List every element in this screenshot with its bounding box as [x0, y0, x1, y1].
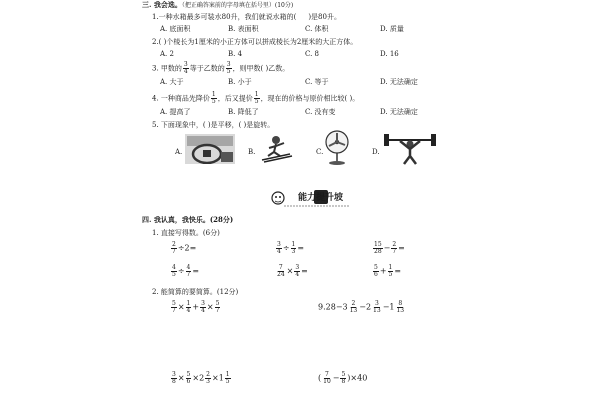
calc5-end: =	[301, 266, 308, 276]
calc6-fraction-b	[388, 265, 394, 278]
calc3-fraction-b	[391, 242, 397, 255]
calc6-op: +	[379, 266, 387, 276]
calc5-op: ×	[286, 266, 294, 276]
e4-minus: −	[332, 373, 340, 383]
calc2-fraction-a	[276, 242, 282, 255]
e1-f2-num: 1	[186, 300, 191, 307]
calc5-fraction-b	[294, 265, 300, 278]
q2-option-a[interactable]: A. 2	[160, 50, 174, 58]
e1-f3-den: 4	[201, 307, 205, 314]
e1-f1	[171, 301, 177, 314]
q4-f2-num: 1	[254, 91, 259, 98]
q3-option-a[interactable]: A. 大于	[160, 78, 184, 86]
calc1-den: 7	[172, 248, 176, 255]
e1-f3-num: 3	[201, 300, 205, 307]
e3-f4-num: 1	[225, 371, 230, 378]
e4-open-paren: (	[318, 373, 322, 383]
q3-post: ，则甲数( )乙数。	[232, 64, 290, 73]
e4-f2	[340, 372, 346, 385]
e2-part2: −2	[359, 302, 372, 312]
q2-option-c[interactable]: C. 8	[305, 50, 320, 58]
q4-f2-den: 5	[254, 98, 259, 105]
calc-item-2	[275, 242, 304, 255]
section3-header	[142, 0, 293, 10]
q3-option-c[interactable]: C. 等于	[305, 78, 329, 86]
calc3-end: =	[398, 243, 405, 253]
simplify-expr-1: $\frac{5}{7}$ × $\frac{1}{4}$ + $\frac{3}{4}$ × $\frac{5}{7}$	[172, 300, 220, 314]
q5-text: 5. 下面现象中，( )是平移，( )是旋转。	[152, 121, 275, 129]
q4-option-d[interactable]: D. 无法确定	[380, 108, 418, 116]
q2-option-b[interactable]: B. 4	[228, 50, 243, 58]
calc5-b-num: 3	[295, 264, 300, 271]
e2-f3-den: 13	[396, 307, 405, 314]
calc-item-5	[275, 265, 308, 278]
calc2-a-den: 4	[277, 248, 281, 255]
q4-pre: 4. 一种商品先降价	[152, 94, 210, 103]
q1-text	[152, 13, 341, 22]
calc5-fraction-a	[276, 265, 286, 278]
calc3-op: −	[383, 243, 391, 253]
e1-f2	[186, 301, 192, 314]
electric-fan-picture	[322, 130, 352, 166]
q4-f1-den: 5	[211, 98, 216, 105]
q3-f2-num: 3	[226, 61, 231, 68]
q3-pre: 3. 甲数的	[152, 64, 182, 73]
calc5-a-num: 7	[278, 264, 283, 271]
q5-option-d[interactable]: D.	[372, 148, 380, 156]
e2-f1-num: 2	[351, 300, 356, 307]
q4-option-a[interactable]: A. 提高了	[160, 108, 191, 116]
q5-option-b[interactable]: B.	[248, 148, 256, 156]
calc4-a-den: 5	[172, 271, 176, 278]
calc6-a-den: 6	[374, 271, 378, 278]
calc4-b-den: 7	[186, 271, 191, 278]
calc3-a-den: 28	[374, 248, 382, 255]
e4-f1-num: 7	[325, 371, 329, 378]
calc-item-1	[170, 242, 196, 255]
q2-text: 2.( )个棱长为1厘米的小正方体可以拼成棱长为2厘米的大正方体。	[152, 38, 358, 46]
q4-post: ，现在的价格与原价相比较( )。	[260, 94, 360, 103]
calc3-b-num: 2	[392, 241, 397, 248]
section4-sub1: 1. 直接写得数。(6分)	[152, 229, 220, 237]
banner-title: 能力提升坡	[298, 193, 344, 203]
e3-f1-num: 3	[172, 371, 176, 378]
calc1-op: ÷2=	[177, 243, 197, 253]
e2-f2	[372, 301, 382, 314]
e2-f2-num: 3	[374, 300, 379, 307]
calc3-fraction-a	[373, 242, 383, 255]
skier-picture	[258, 134, 294, 164]
e4-f2-num: 5	[341, 371, 346, 378]
simplify-expr-2	[318, 301, 406, 314]
q3-f1-den: 4	[183, 68, 188, 75]
calc6-a-num: 5	[374, 264, 378, 271]
calc6-fraction-a	[373, 265, 379, 278]
e4-close: )×40	[347, 373, 368, 383]
simplify-expr-3: $\frac{3}{8}$ × $\frac{5}{6}$ ×2 $\frac{2}{3}$ ×1 $\frac{1}{5}$	[172, 371, 230, 385]
calc1-num: 2	[172, 241, 176, 248]
q5-option-a[interactable]: A.	[175, 148, 183, 156]
q3-f2-den: 5	[226, 68, 231, 75]
e1-f2-den: 4	[186, 307, 191, 314]
calc6-b-num: 1	[388, 264, 393, 271]
calc3-a-num: 15	[374, 241, 382, 248]
calc2-op: ÷	[282, 243, 290, 253]
e3-f3-den: 3	[206, 378, 210, 385]
q1-option-a[interactable]: A. 底面积	[160, 25, 191, 33]
calc4-b-num: 4	[186, 264, 191, 271]
e3-f1-den: 8	[172, 378, 176, 385]
e3-f4-den: 5	[225, 378, 230, 385]
e4-f2-den: 8	[341, 378, 346, 385]
calc6-b-den: 5	[388, 271, 393, 278]
calc-item-4	[170, 265, 199, 278]
q3-text	[152, 62, 289, 75]
e2-f3-num: 8	[398, 300, 403, 307]
e2-part3: −1	[382, 302, 395, 312]
e1-f4	[215, 301, 221, 314]
e1-f4-den: 7	[215, 307, 220, 314]
calc1-fraction	[171, 242, 177, 255]
calc2-b-den: 3	[291, 248, 296, 255]
e2-f3	[395, 301, 405, 314]
e1-f1-num: 5	[172, 300, 176, 307]
q2-option-d[interactable]: D. 16	[380, 50, 399, 58]
calc-item-3	[372, 242, 405, 255]
e4-f1-den: 10	[323, 378, 331, 385]
q4-fraction-1	[211, 92, 217, 105]
q1-option-c[interactable]: C. 体积	[305, 25, 329, 33]
e1-f4-num: 5	[215, 300, 220, 307]
calc2-b-num: 1	[291, 241, 296, 248]
e2-f1-den: 13	[349, 307, 358, 314]
e2-part1: 9.28−3	[318, 302, 348, 312]
e3-tail: ×1	[211, 373, 224, 383]
e2-f1	[349, 301, 359, 314]
q3-fraction-1	[183, 62, 189, 75]
calc4-end: =	[192, 266, 200, 276]
q3-fraction-2	[226, 62, 232, 75]
calc4-a-num: 4	[172, 264, 176, 271]
calc-item-6	[372, 265, 401, 278]
e1-f3	[200, 301, 206, 314]
e3-mult: ×2	[192, 373, 205, 383]
q4-mid: ，后又提价	[217, 94, 253, 103]
q4-option-c[interactable]: C. 没有变	[305, 108, 336, 116]
q1-stem-end: )是80升。	[308, 13, 341, 21]
simplify-expr-4	[318, 372, 367, 385]
e3-f3-num: 2	[206, 371, 210, 378]
calc2-end: =	[297, 243, 305, 253]
calc5-b-den: 4	[295, 271, 300, 278]
calc4-op: ÷	[177, 266, 185, 276]
q5-option-c[interactable]: C.	[316, 148, 324, 156]
q1-stem: 1.一种水箱最多可装水80升，我们就说水箱的(	[152, 13, 297, 21]
calc6-end: =	[394, 266, 402, 276]
calc3-b-den: 7	[392, 248, 397, 255]
e3-f2-den: 6	[186, 378, 191, 385]
section4-header: 四. 我认真，我快乐。(28分)	[142, 215, 234, 224]
e3-f4	[225, 372, 231, 385]
q4-fraction-2	[254, 92, 260, 105]
e1-f1-den: 7	[172, 307, 176, 314]
calc2-fraction-b	[291, 242, 297, 255]
calc4-fraction-b	[186, 265, 192, 278]
q4-option-b[interactable]: B. 降低了	[228, 108, 259, 116]
e4-f1	[322, 372, 332, 385]
q4-f1-num: 1	[211, 91, 216, 98]
q3-mid: 等于乙数的	[189, 64, 225, 73]
e2-f2-den: 13	[373, 307, 381, 314]
e3-f1	[171, 372, 177, 385]
q3-f1-num: 3	[183, 61, 188, 68]
q1-option-d[interactable]: D. 质量	[380, 25, 404, 33]
e3-f3	[205, 372, 211, 385]
q1-option-b[interactable]: B. 表面积	[228, 25, 259, 33]
q3-option-b[interactable]: B. 小于	[228, 78, 252, 86]
section3-note: （把正确答案前的字母填在括号里）(10分)	[181, 2, 294, 9]
q4-text	[152, 92, 359, 105]
calc4-fraction-a	[171, 265, 177, 278]
e3-f2-num: 5	[186, 371, 191, 378]
e3-f2	[186, 372, 192, 385]
q3-option-d[interactable]: D. 无法确定	[380, 78, 418, 86]
section3-title: 三. 我会选。	[142, 0, 182, 9]
weightlifter-picture	[382, 132, 438, 166]
steering-wheel-picture	[185, 134, 235, 164]
calc2-a-num: 3	[277, 241, 281, 248]
calc5-a-den: 24	[277, 271, 285, 278]
section4-sub2: 2. 能简算的要简算。(12分)	[152, 288, 239, 296]
